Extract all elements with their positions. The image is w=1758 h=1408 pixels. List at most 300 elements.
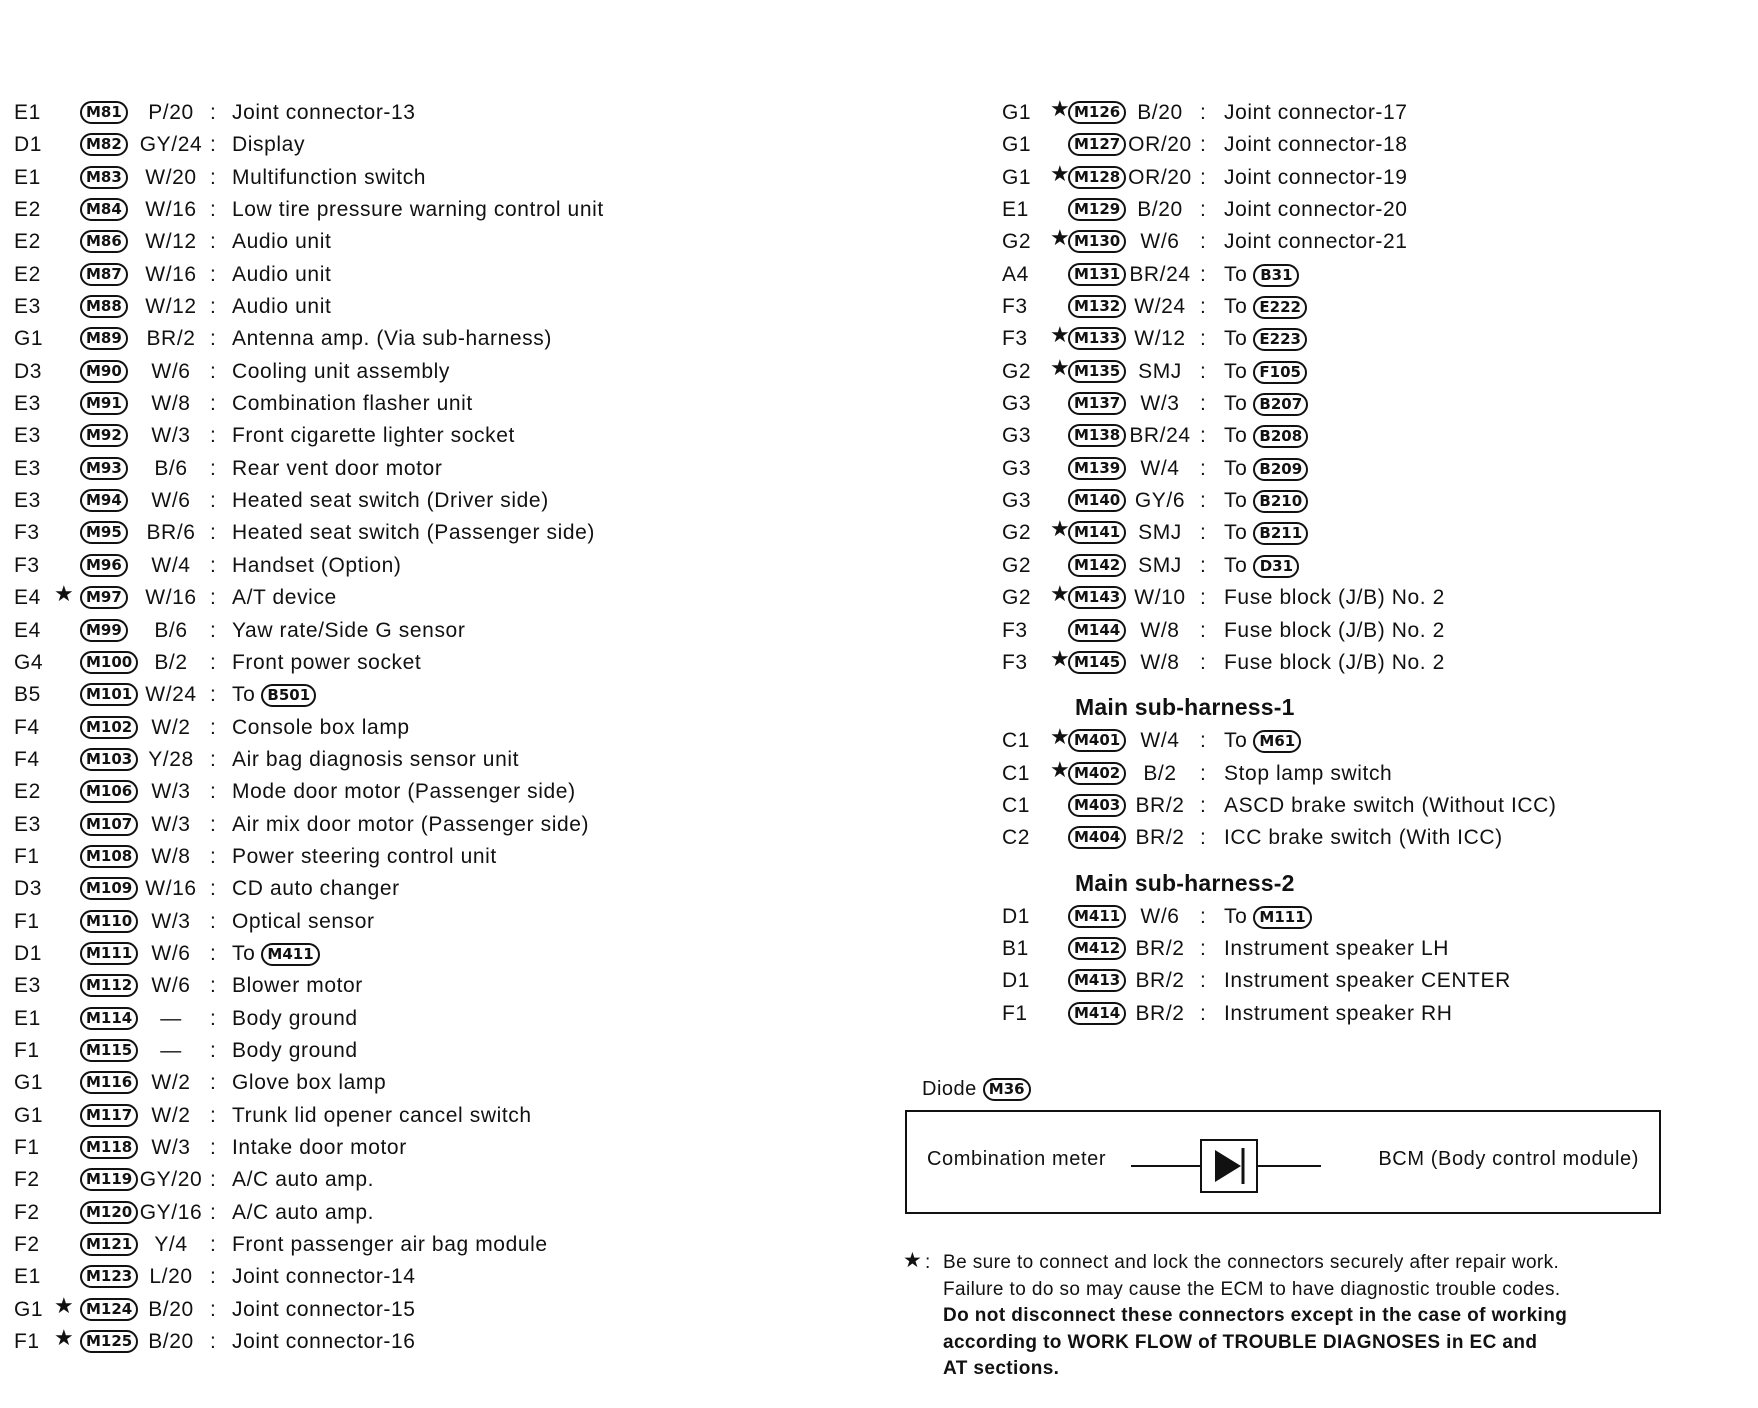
wire-spec: B/2 <box>154 650 188 674</box>
connector-description <box>232 582 337 614</box>
connector-row <box>14 1067 694 1099</box>
connector-badge: M404 <box>1068 826 1126 849</box>
connector-description <box>232 420 515 452</box>
grid-reference: F1 <box>1002 1001 1028 1025</box>
connector-row <box>14 615 694 647</box>
connector-badge: M92 <box>80 424 128 447</box>
wire-spec: — <box>160 1006 182 1030</box>
wire-spec: B/6 <box>154 618 188 642</box>
connector-row <box>14 647 694 679</box>
connector-row <box>1002 162 1702 194</box>
separator: : <box>210 392 217 416</box>
wire-spec: W/3 <box>151 812 191 836</box>
connector-row <box>14 938 694 970</box>
grid-reference: E3 <box>14 295 41 319</box>
connector-description <box>1224 323 1307 355</box>
connector-badge: M94 <box>80 489 128 512</box>
diode-left-label: Combination meter <box>927 1148 1107 1170</box>
connector-badge: M118 <box>80 1136 138 1159</box>
description-text: Body ground <box>232 1038 358 1062</box>
connector-badge: M135 <box>1068 360 1126 383</box>
wire-spec: BR/24 <box>1129 424 1191 448</box>
wire-spec: SMJ <box>1138 521 1182 545</box>
connector-description <box>232 776 576 808</box>
target-connector-badge: F105 <box>1253 361 1307 384</box>
connector-row <box>14 809 694 841</box>
description-text: Body ground <box>232 1006 358 1030</box>
grid-reference: G3 <box>1002 489 1032 513</box>
description-text: Rear vent door motor <box>232 456 443 480</box>
separator: : <box>210 1200 217 1224</box>
wire-spec: W/8 <box>1140 618 1180 642</box>
connector-badge: M137 <box>1068 392 1126 415</box>
description-text: To <box>1224 295 1248 319</box>
grid-reference: G3 <box>1002 392 1032 416</box>
wire-spec: GY/20 <box>139 1168 203 1192</box>
wire-spec: — <box>160 1038 182 1062</box>
connector-row <box>1002 615 1702 647</box>
wire-spec: GY/24 <box>139 133 203 157</box>
description-text: Heated seat switch (Passenger side) <box>232 521 595 545</box>
connector-badge: M102 <box>80 716 138 739</box>
separator: : <box>210 165 217 189</box>
connector-row <box>14 1261 694 1293</box>
grid-reference: A4 <box>1002 262 1029 286</box>
description-text: Front power socket <box>232 650 422 674</box>
grid-reference: E4 <box>14 586 41 610</box>
description-text: Glove box lamp <box>232 1071 387 1095</box>
grid-reference: F1 <box>14 1330 40 1354</box>
separator: : <box>1200 489 1207 513</box>
connector-row <box>1002 129 1702 161</box>
connector-badge: M107 <box>80 813 138 836</box>
star-icon: ★ <box>1050 645 1071 671</box>
connector-row <box>1002 356 1702 388</box>
star-icon: ★ <box>54 1325 75 1351</box>
connector-badge: M123 <box>80 1265 138 1288</box>
note-bold-line-1: Do not disconnect these connectors except in the case of working <box>943 1305 1568 1326</box>
star-icon: ★ <box>1050 756 1071 782</box>
description-text: Trunk lid opener cancel switch <box>232 1103 532 1127</box>
description-text: A/T device <box>232 586 337 610</box>
description-text: Joint connector-13 <box>232 101 416 124</box>
separator: : <box>210 1265 217 1289</box>
connector-description <box>1224 517 1308 549</box>
connector-row <box>1002 194 1702 226</box>
separator: : <box>1200 729 1207 753</box>
grid-reference: F3 <box>14 521 40 545</box>
description-text: Multifunction switch <box>232 165 427 189</box>
wire-spec: B/2 <box>1143 761 1177 785</box>
grid-reference: D3 <box>14 359 43 383</box>
separator: : <box>1200 553 1207 577</box>
grid-reference: F2 <box>14 1168 40 1192</box>
target-connector-badge: B31 <box>1253 264 1299 287</box>
wire-spec: BR/2 <box>146 327 196 351</box>
connector-badge: M119 <box>80 1168 138 1191</box>
separator: : <box>210 1168 217 1192</box>
diode-anode-triangle <box>1215 1150 1241 1182</box>
connector-row <box>14 970 694 1002</box>
description-text: To <box>232 941 256 965</box>
separator: : <box>1200 904 1207 928</box>
connector-badge: M131 <box>1068 263 1126 286</box>
connector-description <box>232 809 589 841</box>
wire-spec: W/6 <box>1140 904 1180 928</box>
connector-badge: M125 <box>80 1330 138 1353</box>
description-text: Blower motor <box>232 974 363 998</box>
wire-spec: P/20 <box>148 101 194 124</box>
separator: : <box>1200 198 1207 222</box>
separator: : <box>1200 586 1207 610</box>
separator: : <box>1200 359 1207 383</box>
description-text: Combination flasher unit <box>232 392 473 416</box>
description-text: To <box>1224 489 1248 513</box>
connector-description <box>1224 790 1557 822</box>
description-text: Low tire pressure warning control unit <box>232 198 604 222</box>
separator: : <box>1200 761 1207 785</box>
connector-row <box>1002 97 1702 129</box>
connector-badge: M128 <box>1068 166 1126 189</box>
connector-description <box>232 1035 358 1067</box>
description-text: Heated seat switch (Driver side) <box>232 489 549 513</box>
wire-spec: B/20 <box>1137 198 1183 222</box>
connector-list-right <box>1002 97 1702 1030</box>
connector-badge: M95 <box>80 521 128 544</box>
target-connector-badge: B208 <box>1253 425 1308 448</box>
connector-description <box>232 291 331 323</box>
separator: : <box>1200 936 1207 960</box>
grid-reference: E2 <box>14 262 41 286</box>
note-star-icon: ★ <box>903 1249 923 1272</box>
grid-reference: G2 <box>1002 230 1032 254</box>
grid-reference: F3 <box>1002 650 1028 674</box>
note-body <box>943 1250 1703 1383</box>
connector-badge: M99 <box>80 619 128 642</box>
wire-spec: W/3 <box>1140 392 1180 416</box>
connector-badge: M401 <box>1068 729 1126 752</box>
grid-reference: E1 <box>14 165 41 189</box>
connector-row <box>14 841 694 873</box>
separator: : <box>210 456 217 480</box>
separator: : <box>210 1071 217 1095</box>
grid-reference: E3 <box>14 812 41 836</box>
wire-spec: W/6 <box>151 489 191 513</box>
grid-reference: B1 <box>1002 936 1029 960</box>
connector-row <box>1002 420 1702 452</box>
grid-reference: C2 <box>1002 826 1031 850</box>
connector-badge: M111 <box>80 942 138 965</box>
connector-description <box>1224 582 1445 614</box>
caution-note <box>903 1250 1703 1383</box>
connector-row <box>1002 550 1702 582</box>
connector-row <box>1002 758 1702 790</box>
connector-description <box>232 1197 374 1229</box>
grid-reference: B5 <box>14 683 41 707</box>
section-title-sub-harness-2: Main sub-harness-2 <box>1075 869 1295 896</box>
diode-connector-badge: M36 <box>983 1078 1031 1101</box>
connector-badge: M81 <box>80 101 128 124</box>
connector-row <box>1002 323 1702 355</box>
star-icon: ★ <box>1050 581 1071 607</box>
grid-reference: G4 <box>14 650 44 674</box>
target-connector-badge: B501 <box>261 684 316 707</box>
connector-description <box>232 938 320 970</box>
connector-badge: M139 <box>1068 457 1126 480</box>
connector-row <box>1002 998 1702 1030</box>
wire-spec: W/8 <box>151 392 191 416</box>
separator: : <box>210 359 217 383</box>
connector-badge: M88 <box>80 295 128 318</box>
wire-spec: W/12 <box>145 230 197 254</box>
note-bold-line-3: AT sections. <box>943 1358 1060 1379</box>
connector-row <box>14 194 694 226</box>
grid-reference: E1 <box>14 1265 41 1289</box>
connector-description <box>1224 420 1308 452</box>
grid-reference: E1 <box>1002 198 1029 222</box>
connector-description <box>1224 550 1299 582</box>
connector-badge: M403 <box>1068 794 1126 817</box>
connector-description <box>232 1261 416 1293</box>
connector-description <box>232 744 519 776</box>
grid-reference: E2 <box>14 230 41 254</box>
wire-spec: W/6 <box>151 941 191 965</box>
separator: : <box>210 650 217 674</box>
wire-spec: W/8 <box>1140 650 1180 674</box>
connector-row <box>1002 790 1702 822</box>
separator: : <box>210 327 217 351</box>
description-text: To <box>1224 904 1248 928</box>
connector-badge: M114 <box>80 1007 138 1030</box>
connector-badge: M142 <box>1068 554 1126 577</box>
connector-badge: M91 <box>80 392 128 415</box>
separator: : <box>210 1006 217 1030</box>
wire-spec: B/20 <box>148 1297 194 1321</box>
wire-spec: W/6 <box>1140 230 1180 254</box>
description-text: Mode door motor (Passenger side) <box>232 780 576 804</box>
separator: : <box>1200 165 1207 189</box>
diode-symbol <box>1131 1138 1357 1194</box>
separator: : <box>210 1297 217 1321</box>
grid-reference: G1 <box>14 327 44 351</box>
connector-row <box>14 517 694 549</box>
connector-row <box>14 744 694 776</box>
connector-description <box>1224 822 1503 854</box>
separator: : <box>210 715 217 739</box>
connector-row <box>1002 291 1702 323</box>
connector-row <box>1002 933 1702 965</box>
separator: : <box>1200 456 1207 480</box>
description-text: To <box>1224 456 1248 480</box>
connector-badge: M108 <box>80 845 138 868</box>
wire-spec: Y/4 <box>154 1233 188 1257</box>
separator: : <box>1200 133 1207 157</box>
connector-badge: M83 <box>80 166 128 189</box>
separator: : <box>210 586 217 610</box>
description-text: ICC brake switch (With ICC) <box>1224 826 1503 850</box>
description-text: To <box>1224 553 1248 577</box>
connector-row <box>14 129 694 161</box>
connector-row <box>14 1197 694 1229</box>
wire-spec: W/16 <box>145 877 197 901</box>
separator: : <box>1200 295 1207 319</box>
star-icon: ★ <box>1050 160 1071 186</box>
connector-description <box>232 873 400 905</box>
grid-reference: C1 <box>1002 761 1031 785</box>
separator: : <box>210 618 217 642</box>
connector-row <box>14 906 694 938</box>
connector-badge: M116 <box>80 1071 138 1094</box>
connector-row <box>14 712 694 744</box>
connector-row <box>14 1003 694 1035</box>
description-text: Console box lamp <box>232 715 410 739</box>
connector-description <box>232 1326 416 1358</box>
wire-spec: B/6 <box>154 456 188 480</box>
connector-badge: M89 <box>80 327 128 350</box>
diode-diagram <box>905 1110 1661 1214</box>
connector-row <box>14 1100 694 1132</box>
wire-spec: SMJ <box>1138 359 1182 383</box>
connector-description <box>1224 615 1445 647</box>
connector-badge: M112 <box>80 974 138 997</box>
star-icon: ★ <box>1050 724 1071 750</box>
connector-row <box>1002 453 1702 485</box>
wire-spec: W/2 <box>151 1103 191 1127</box>
connector-description <box>1224 933 1449 965</box>
wire-spec: BR/6 <box>146 521 196 545</box>
separator: : <box>1200 793 1207 817</box>
description-text: Audio unit <box>232 230 332 254</box>
wire-spec: W/12 <box>1134 327 1186 351</box>
description-text: Joint connector-21 <box>1224 230 1408 254</box>
description-text: Yaw rate/Side G sensor <box>232 618 466 642</box>
wire-spec: W/8 <box>151 844 191 868</box>
connector-badge: M97 <box>80 586 128 609</box>
connector-row <box>14 356 694 388</box>
wire-spec: W/24 <box>1134 295 1186 319</box>
grid-reference: E3 <box>14 392 41 416</box>
grid-reference: D1 <box>1002 904 1031 928</box>
connector-group-sub-harness-2 <box>1002 901 1702 1030</box>
separator: : <box>210 1103 217 1127</box>
note-bold-line-2: according to WORK FLOW of TROUBLE DIAGNOSES in EC and <box>943 1331 1538 1353</box>
wire-spec: BR/2 <box>1135 936 1185 960</box>
connector-badge: M110 <box>80 910 138 933</box>
connector-row <box>14 420 694 452</box>
separator: : <box>1200 521 1207 545</box>
connector-description <box>232 323 552 355</box>
connector-badge: M93 <box>80 457 128 480</box>
target-connector-badge: B207 <box>1253 393 1308 416</box>
connector-badge: M121 <box>80 1233 138 1256</box>
connector-row <box>14 873 694 905</box>
description-text: To <box>1224 521 1248 545</box>
connector-badge: M145 <box>1068 651 1126 674</box>
connector-list-left <box>14 97 694 1358</box>
wire-spec: BR/2 <box>1135 969 1185 993</box>
grid-reference: G1 <box>1002 101 1032 124</box>
description-text: Fuse block (J/B) No. 2 <box>1224 586 1445 610</box>
connector-row <box>14 453 694 485</box>
description-text: Power steering control unit <box>232 844 497 868</box>
wire-spec: W/3 <box>151 909 191 933</box>
separator: : <box>210 877 217 901</box>
connector-description <box>232 162 426 194</box>
grid-reference: E3 <box>14 456 41 480</box>
connector-badge: M127 <box>1068 133 1126 156</box>
connector-row <box>1002 647 1702 679</box>
connector-description <box>232 679 316 711</box>
connector-description <box>1224 453 1308 485</box>
connector-badge: M413 <box>1068 969 1126 992</box>
separator: : <box>1200 424 1207 448</box>
separator: : <box>1200 101 1207 124</box>
connector-description <box>232 1164 374 1196</box>
separator: : <box>210 1330 217 1354</box>
wire-spec: GY/6 <box>1134 489 1186 513</box>
separator: : <box>210 909 217 933</box>
connector-row <box>14 550 694 582</box>
wire-spec: W/2 <box>151 715 191 739</box>
diode-label-text: Diode <box>922 1078 977 1100</box>
wire-spec: W/4 <box>1140 456 1180 480</box>
wire-spec: W/6 <box>151 359 191 383</box>
connector-badge: M84 <box>80 198 128 221</box>
description-text: To <box>1224 327 1248 351</box>
connector-row <box>14 259 694 291</box>
note-line-2: Failure to do so may cause the ECM to have diagnostic trouble codes. <box>943 1278 1561 1300</box>
separator: : <box>210 941 217 965</box>
grid-reference: G2 <box>1002 521 1032 545</box>
wire-spec: BR/24 <box>1129 262 1191 286</box>
wire-spec: BR/2 <box>1135 826 1185 850</box>
connector-description <box>232 388 473 420</box>
connector-description <box>232 1003 358 1035</box>
wire-spec: W/12 <box>145 295 197 319</box>
wire-spec: B/20 <box>1137 101 1183 124</box>
target-connector-badge: B211 <box>1253 522 1308 545</box>
target-connector-badge: B209 <box>1253 458 1308 481</box>
wire-spec: W/3 <box>151 424 191 448</box>
description-text: Antenna amp. (Via sub-harness) <box>232 327 552 351</box>
target-connector-badge: E222 <box>1253 296 1307 319</box>
description-text: Joint connector-16 <box>232 1330 416 1354</box>
separator: : <box>210 1038 217 1062</box>
connector-badge: M412 <box>1068 937 1126 960</box>
separator: : <box>1200 262 1207 286</box>
grid-reference: F1 <box>14 844 40 868</box>
connector-description <box>1224 356 1307 388</box>
description-text: To <box>1224 424 1248 448</box>
section-title-sub-harness-1: Main sub-harness-1 <box>1075 694 1295 721</box>
grid-reference: G1 <box>1002 133 1032 157</box>
connector-description <box>1224 998 1453 1030</box>
description-text: CD auto changer <box>232 877 400 901</box>
connector-group-main <box>1002 97 1702 679</box>
connector-description <box>232 356 450 388</box>
star-icon: ★ <box>1050 225 1071 251</box>
star-icon: ★ <box>1050 322 1071 348</box>
connector-row <box>14 1294 694 1326</box>
target-connector-badge: M111 <box>1253 906 1311 929</box>
note-line-1: Be sure to connect and lock the connectors securely after repair work. <box>943 1252 1560 1273</box>
grid-reference: F4 <box>14 715 40 739</box>
wire-spec: SMJ <box>1138 553 1182 577</box>
connector-row <box>14 388 694 420</box>
separator: : <box>1200 826 1207 850</box>
target-connector-badge: D31 <box>1253 555 1299 578</box>
target-connector-badge: B210 <box>1253 490 1308 513</box>
